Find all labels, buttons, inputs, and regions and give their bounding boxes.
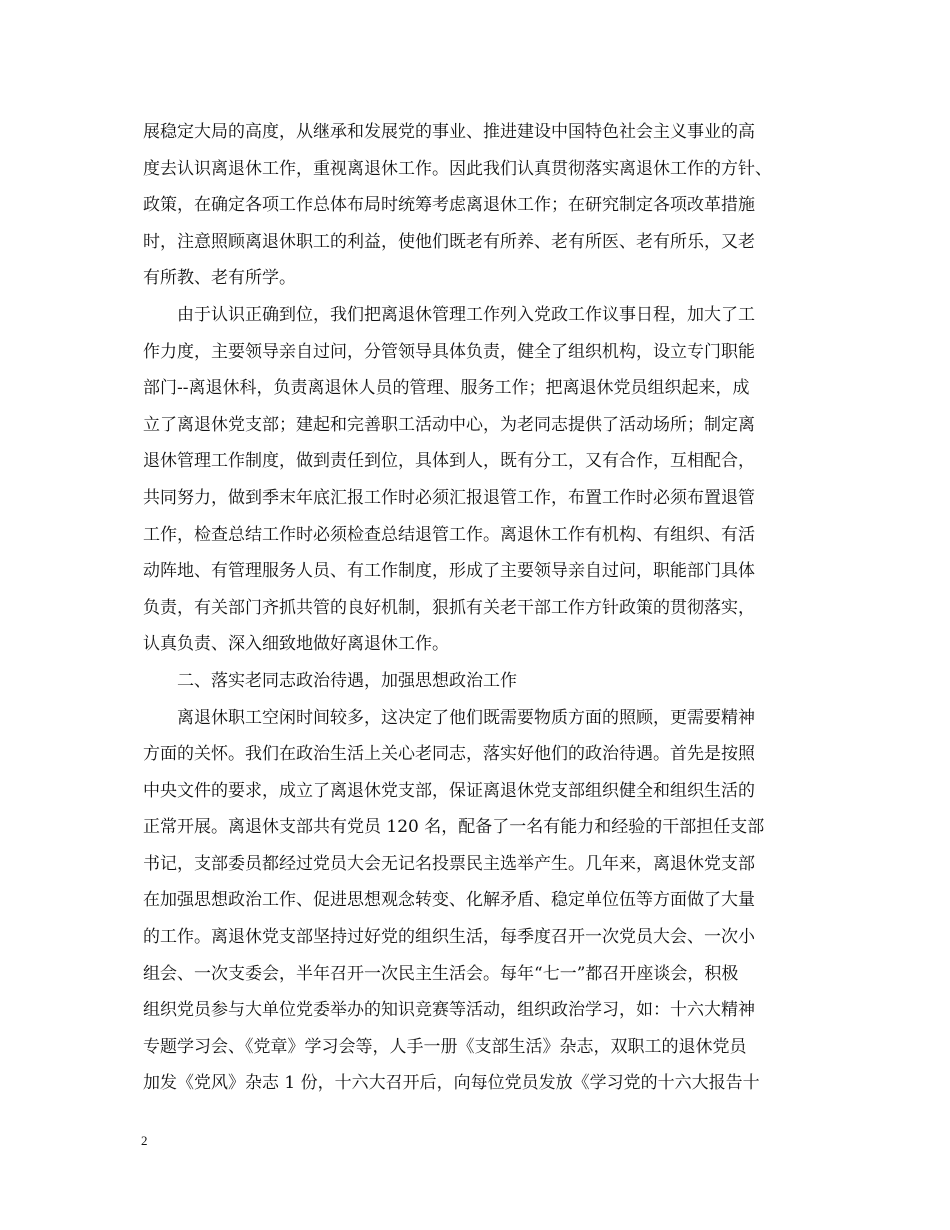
- text-line: 专题学习会、《党章》学习会等，人手一册《支部生活》杂志，双职工的退休党员: [143, 1036, 747, 1057]
- section-heading: 二、落实老同志政治待遇，加强思想政治工作: [143, 670, 517, 691]
- text-line: 组会、一次支委会，半年召开一次民主生活会。每年“七一”都召开座谈会，积极: [143, 963, 739, 984]
- text-line: 退休管理工作制度，做到责任到位，具体到人，既有分工，又有合作，互相配合，: [143, 451, 755, 472]
- text-line: 在加强思想政治工作、促进思想观念转变、化解矛盾、稳定单位伍等方面做了大量: [143, 890, 755, 911]
- text-line: 组织党员参与大单位党委举办的知识竞赛等活动，组织政治学习，如：十六大精神: [143, 1000, 755, 1021]
- text-line: 展稳定大局的高度，从继承和发展党的事业、推进建设中国特色社会主义事业的高: [143, 122, 755, 142]
- text-line: 认真负责、深入细致地做好离退休工作。: [143, 634, 449, 655]
- text-line: 有所教、老有所学。: [143, 268, 296, 289]
- text-line: 部门--离退休科，负责离退休人员的管理、服务工作；把离退休党员组织起来，成: [143, 378, 750, 399]
- text-line: 立了离退休党支部；建起和完善职工活动中心，为老同志提供了活动场所；制定离: [143, 414, 755, 435]
- text-line: 共同努力，做到季末年底汇报工作时必须汇报退管工作，布置工作时必须布置退管: [143, 487, 755, 508]
- text-line: 动阵地、有管理服务人员、有工作制度，形成了主要领导亲自过问，职能部门具体: [143, 561, 755, 582]
- text-line: 工作，检查总结工作时必须检查总结退管工作。离退休工作有机构、有组织、有活: [143, 524, 755, 545]
- text-line: 政策，在确定各项工作总体布局时统筹考虑离退休工作；在研究制定各项改革措施: [143, 195, 755, 216]
- text-line: 加发《党风》杂志 1 份，十六大召开后，向每位党员发放《学习党的十六大报告十: [143, 1073, 760, 1094]
- text-line: 正常开展。离退休支部共有党员 120 名，配备了一名有能力和经验的干部担任支部: [143, 817, 765, 838]
- page-number: 2: [141, 1133, 148, 1148]
- text-line: 度去认识离退休工作，重视离退休工作。因此我们认真贯彻落实离退休工作的方针、: [143, 158, 772, 179]
- text-line: 由于认识正确到位，我们把离退休管理工作列入党政工作议事日程，加大了工: [143, 304, 755, 325]
- text-line: 书记，支部委员都经过党员大会无记名投票民主选举产生。几年来，离退休党支部: [143, 853, 755, 874]
- text-line: 负责，有关部门齐抓共管的良好机制，狠抓有关老干部工作方针政策的贯彻落实，: [143, 597, 755, 618]
- text-line: 方面的关怀。我们在政治生活上关心老同志，落实好他们的政治待遇。首先是按照: [143, 744, 755, 765]
- text-line: 时，注意照顾离退休职工的利益，使他们既老有所养、老有所医、老有所乐，又老: [143, 231, 755, 252]
- text-line: 的工作。离退休党支部坚持过好党的组织生活，每季度召开一次党员大会、一次小: [143, 927, 755, 948]
- text-line: 离退休职工空闲时间较多，这决定了他们既需要物质方面的照顾，更需要精神: [143, 707, 755, 728]
- body-text: [143, 114, 813, 1102]
- text-line: 中央文件的要求，成立了离退休党支部，保证离退休党支部组织健全和组织生活的: [143, 780, 755, 801]
- text-line: 作力度，主要领导亲自过问，分管领导具体负责，健全了组织机构，设立专门职能: [143, 341, 755, 362]
